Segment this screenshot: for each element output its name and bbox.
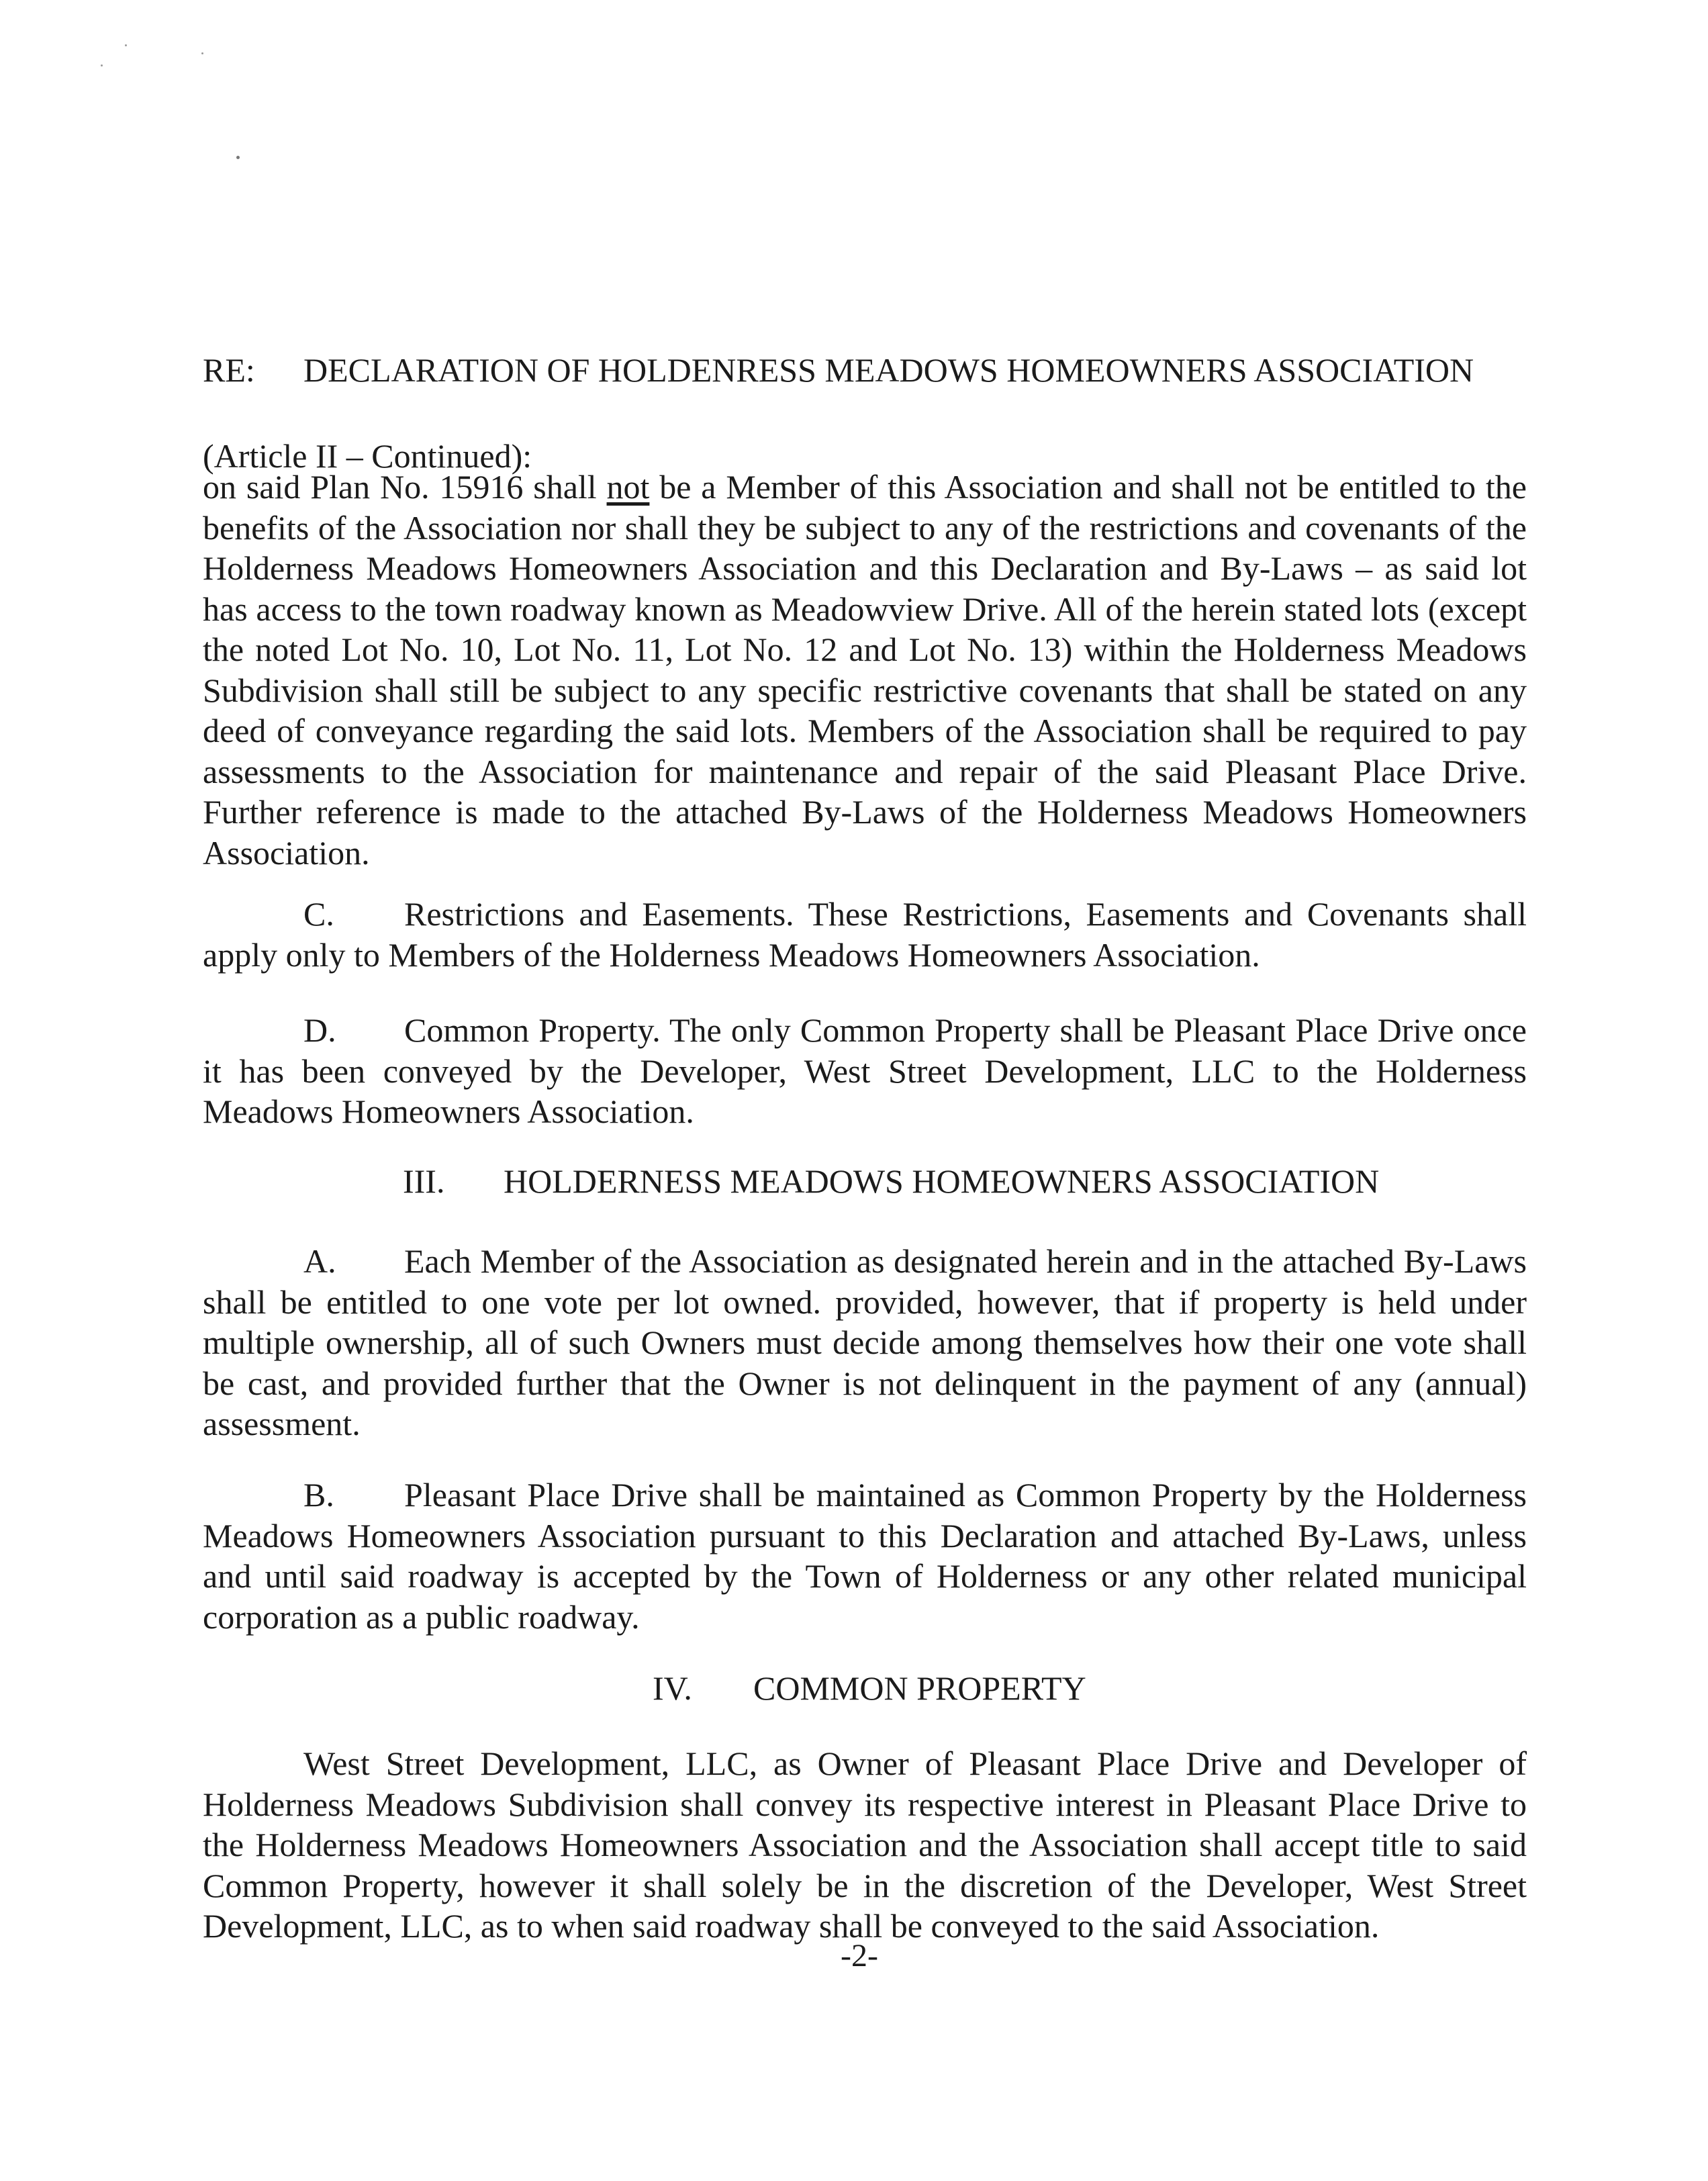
para-3b-label: B. [303,1476,334,1514]
paragraph-c [203,894,1527,975]
paragraph-d [203,1010,1527,1132]
section-4-heading [653,1669,1086,1708]
para-3a-label: A. [303,1242,336,1280]
section-3-heading [403,1162,1379,1201]
section-4-number: IV. [653,1669,692,1707]
paragraph-4 [203,1743,1527,1947]
section-4-title: COMMON PROPERTY [753,1669,1086,1707]
para1-text-a: on said Plan No. 15916 shall [203,468,607,506]
para-4-text: West Street Development, LLC, as Owner of Pleasant Place Drive and Developer of Holderness Meadows Subdivision shall convey its respective interest in Pleasant Place Drive to the Holderness Meadows Homeowners Association and the Association shall accept title to said Common Property, however it shall solely be in the discretion of the Developer, West Street Development, LLC, as to when said roadway shall be conveyed to the said Association. [203,1745,1527,1945]
continued-label: (Article II – Continued): [203,437,532,475]
re-title: DECLARATION OF HOLDENRESS MEADOWS HOMEOWNERS ASSOCIATION [303,351,1474,389]
para-3b-text: Pleasant Place Drive shall be maintained as Common Property by the Holderness Meadows Homeowners Association pursuant to this Declaration and attached By-Laws, unless and until said roadway is accepted by the Town of Holderness or any other related municipal corporation as a public roadway. [203,1476,1527,1636]
para-d-label: D. [303,1011,336,1049]
scan-speck [236,156,240,159]
scan-speck [201,52,203,54]
para1-not-emphasis: not [606,468,650,506]
section-3-title: HOLDERNESS MEADOWS HOMEOWNERS ASSOCIATION [504,1162,1380,1200]
re-heading [203,351,1474,389]
page-number: -2- [841,1938,878,1974]
scan-speck [125,44,127,46]
paragraph-3b [203,1475,1527,1637]
section-3-number: III. [403,1162,445,1200]
para-3a-text: Each Member of the Association as designated herein and in the attached By-Laws shall be entitled to one vote per lot owned. provided, however, that if property is held under multiple ownership, all of such Owners must decide among themselves how their one vote shall be cast, and provided further that the Owner is not delinquent in the payment of any (annual) assessment. [203,1242,1527,1442]
paragraph-3a [203,1241,1527,1444]
para-c-label: C. [303,895,334,933]
paragraph-article-2-continued [203,467,1527,873]
para-c-text: Restrictions and Easements. These Restrictions, Easements and Covenants shall apply only to Members of the Holderness Meadows Homeowners Association. [203,895,1527,974]
re-label: RE: [203,351,255,389]
para1-text-b: be a Member of this Association and shall not be entitled to the benefits of the Association nor shall they be subject to any of the restrictions and covenants of the Holderness Meadows Homeowners Association and this Declaration and By-Laws – as said lot has access to the town roadway known as Meadowview Drive. All of the herein stated lots (except the noted Lot No. 10, Lot No. 11, Lot No. 12 and Lot No. 13) within the Holderness Meadows Subdivision shall still be subject to any specific restrictive covenants that shall be stated on any deed of conveyance regarding the said lots. Members of the Association shall be required to pay assessments to the Association for maintenance and repair of the said Pleasant Place Drive. Further reference is made to the attached By-Laws of the Holderness Meadows Homeowners Association. [203,468,1527,872]
para-d-text: Common Property. The only Common Property shall be Pleasant Place Drive once it has been conveyed by the Developer, West Street Development, LLC to the Holderness Meadows Homeowners Association. [203,1011,1527,1130]
scan-speck [101,64,103,66]
